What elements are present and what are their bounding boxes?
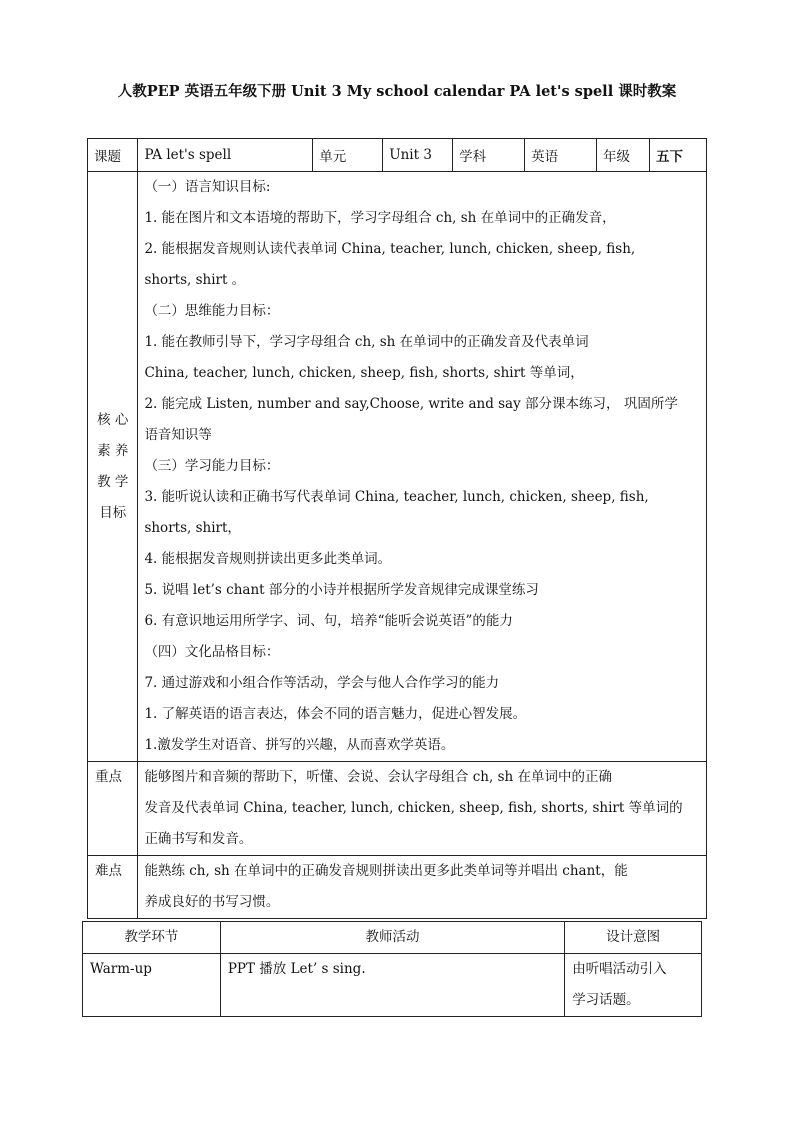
core-label-line: 教 学 — [97, 473, 129, 490]
objective-line: 6. 有意识地运用所学字、词、句，培养“能听会说英语”的能力 — [144, 613, 513, 629]
activity-header: 教师活动 — [220, 922, 564, 954]
document-title: 人教PEP 英语五年级下册 Unit 3 My school calendar PA let's spell 课时教案 — [117, 83, 677, 100]
objective-line: 1. 了解英语的语言表达，体会不同的语言魅力，促进心智发展。 — [144, 706, 527, 722]
intent-line: 由听唱活动引入 — [572, 961, 667, 977]
focus-label-text: 重点 — [95, 769, 122, 785]
core-label-line: 核 心 — [97, 411, 129, 428]
objective-line: shorts, shirt 。 — [144, 272, 246, 288]
objective-line: 1. 能在图片和文本语境的帮助下，学习字母组合 ch, sh 在单词中的正确发音， — [144, 210, 616, 226]
xueke-value: 英语 — [525, 139, 597, 172]
focus-row — [88, 762, 707, 856]
intent-header: 设计意图 — [565, 922, 702, 954]
core-label-line: 素 养 — [97, 442, 129, 459]
core-objectives-label — [88, 172, 138, 762]
focus-line: 能够图片和音频的帮助下，听懂、会说、会认字母组合 ch, sh 在单词中的正确 — [144, 769, 612, 785]
objective-line: （二）思维能力目标： — [144, 303, 280, 319]
intent-cell — [565, 954, 702, 1017]
objective-line: （三）学习能力目标： — [144, 458, 280, 474]
difficulty-label — [88, 856, 138, 919]
intent-line: 学习话题。 — [572, 992, 640, 1008]
objective-line: （四）文化品格目标： — [144, 644, 280, 660]
danyuan-value: Unit 3 — [383, 139, 453, 172]
stage-header: 教学环节 — [83, 922, 221, 954]
core-objectives-content — [138, 172, 707, 762]
nianji-label: 年级 — [597, 139, 650, 172]
difficulty-line: 能熟练 ch, sh 在单词中的正确发音规则拼读出更多此类单词等并唱出 chant，能 — [144, 863, 628, 879]
objective-line: 1.激发学生对语音、拼写的兴趣，从而喜欢学英语。 — [144, 737, 455, 753]
keti-value: PA let's spell — [138, 139, 313, 172]
keti-label: 课题 — [88, 139, 138, 172]
difficulty-row — [88, 856, 707, 919]
objective-line: 2. 能根据发音规则认读代表单词 China, teacher, lunch, chicken, sheep, fish, — [144, 241, 636, 257]
difficulty-label-text: 难点 — [95, 863, 122, 879]
lesson-info-table — [87, 138, 707, 919]
objective-line: 5. 说唱 let’s chant 部分的小诗并根据所学发音规律完成课堂练习 — [144, 582, 539, 598]
stage-cell: Warm-up — [83, 954, 221, 1017]
focus-label — [88, 762, 138, 856]
objective-line: 7. 通过游戏和小组合作等活动，学会与他人合作学习的能力 — [144, 675, 500, 691]
objective-line: （一）语言知识目标: — [144, 179, 271, 195]
objective-line: 4. 能根据发音规则拼读出更多此类单词。 — [144, 551, 392, 567]
nianji-value: 五下 — [650, 139, 707, 172]
objective-line: shorts, shirt， — [144, 520, 241, 536]
difficulty-content — [138, 856, 707, 919]
focus-line: 正确书写和发音。 — [144, 831, 253, 847]
objective-line: 1. 能在教师引导下，学习字母组合 ch, sh 在单词中的正确发音及代表单词 — [144, 334, 589, 350]
xueke-label: 学科 — [453, 139, 525, 172]
objective-line: 3. 能听说认读和正确书写代表单词 China, teacher, lunch, chicken, sheep, fish, — [144, 489, 649, 505]
activity-cell: PPT 播放 Let’ s sing. — [220, 954, 564, 1017]
teaching-process-table — [82, 921, 702, 1017]
focus-line: 发音及代表单词 China, teacher, lunch, chicken, sheep, fish, shorts, shirt 等单词的 — [144, 800, 683, 816]
process-row — [83, 954, 702, 1017]
focus-content — [138, 762, 707, 856]
process-header-row — [83, 922, 702, 954]
core-label-line: 目标 — [99, 504, 127, 521]
objective-line: China, teacher, lunch, chicken, sheep, fish, shorts, shirt 等单词， — [144, 365, 584, 381]
objective-line: 语音知识等 — [144, 427, 212, 443]
danyuan-label: 单元 — [313, 139, 383, 172]
header-row — [88, 139, 707, 172]
objective-line: 2. 能完成 Listen, number and say,Choose, write and say 部分课本练习， 巩固所学 — [144, 396, 678, 412]
core-objectives-row — [88, 172, 707, 762]
difficulty-line: 养成良好的书写习惯。 — [144, 894, 280, 910]
